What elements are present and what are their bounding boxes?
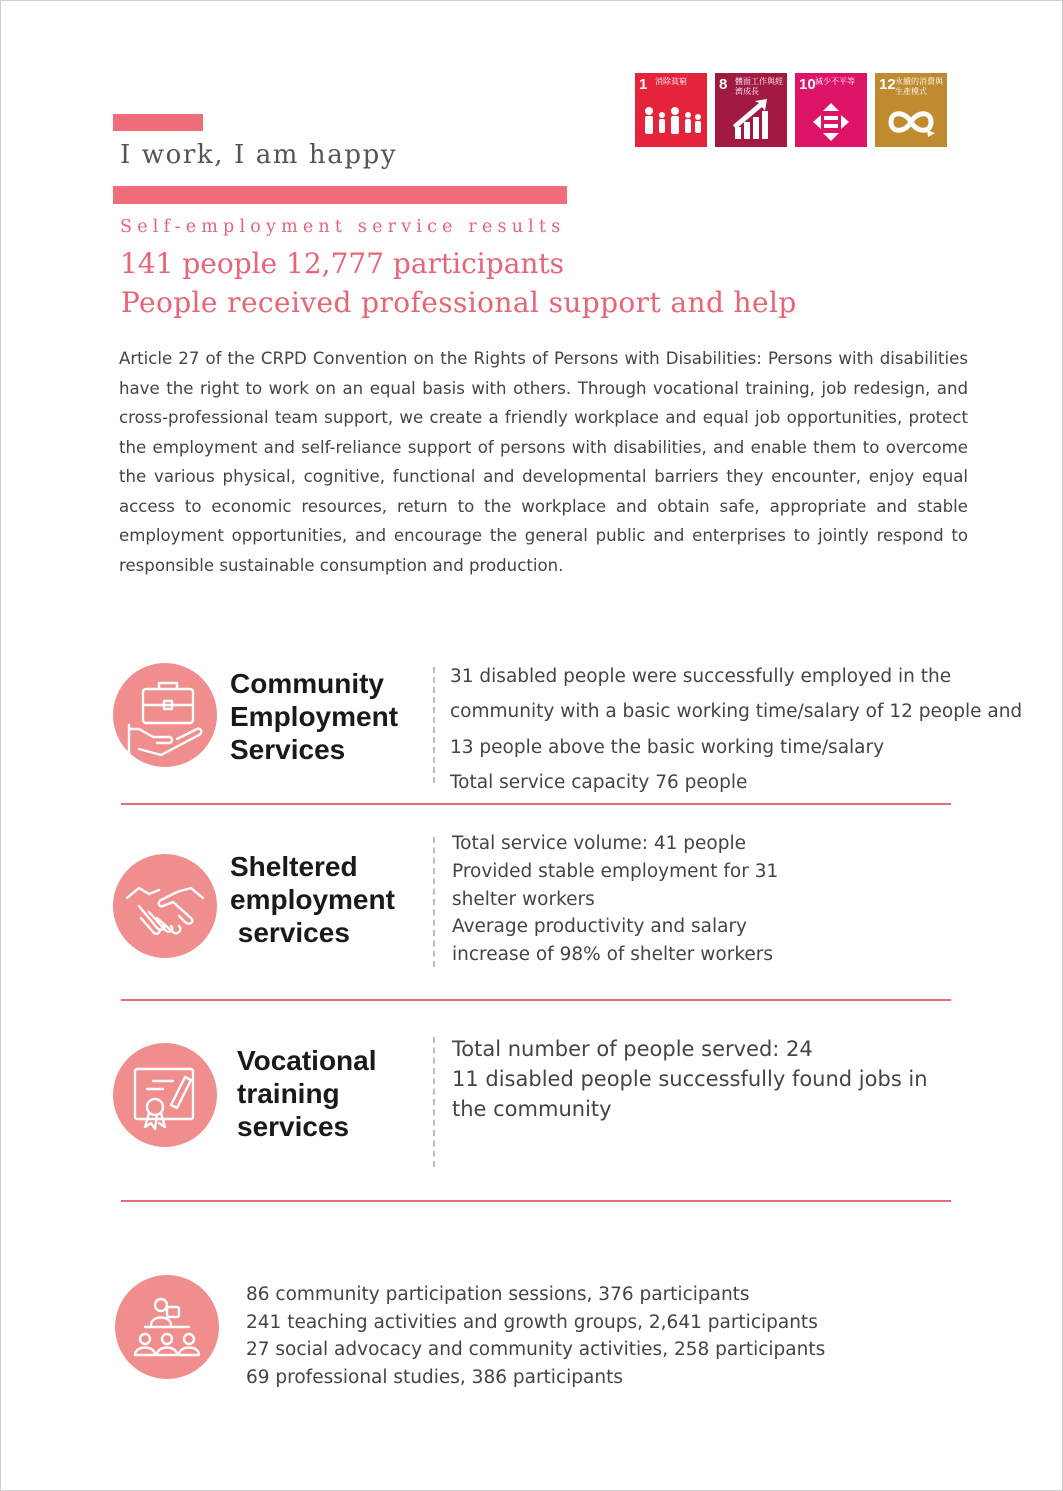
infinity-loop-icon xyxy=(875,97,947,147)
divider-dashed xyxy=(433,1037,435,1167)
sdg-badge-12 xyxy=(875,73,947,147)
service-details-community-employment xyxy=(450,659,1022,800)
participation-stats xyxy=(246,1281,825,1392)
title-underline-bar xyxy=(113,186,567,204)
detail-line: shelter workers xyxy=(452,888,595,910)
section-rule xyxy=(121,999,951,1001)
title-line: Services xyxy=(230,734,346,765)
certificate-icon xyxy=(113,1043,217,1147)
sdg-badge-1 xyxy=(635,73,707,147)
detail-line: 11 disabled people successfully found jobs in xyxy=(452,1067,928,1092)
sdg-number: 10 xyxy=(799,76,816,93)
detail-line: the community xyxy=(452,1097,612,1122)
detail-line: community with a basic working time/salary of 12 people and xyxy=(450,701,1023,723)
briefcase-hand-icon xyxy=(113,663,217,767)
detail-line: 13 people above the basic working time/salary xyxy=(450,736,885,758)
title-line: Sheltered xyxy=(230,851,358,882)
headline-participants: 141 people 12,777 participants xyxy=(120,247,565,280)
service-title-vocational-training xyxy=(237,1044,377,1143)
title-line: Vocational xyxy=(237,1045,377,1076)
headline-support: People received professional support and help xyxy=(121,286,797,319)
stat-line: 86 community participation sessions, 376 participants xyxy=(246,1284,750,1305)
handshake-icon xyxy=(113,854,217,958)
service-title-community-employment xyxy=(230,667,398,766)
sdg-badges xyxy=(635,73,947,147)
section-rule xyxy=(121,1200,951,1202)
stat-line: 241 teaching activities and growth groups, 2,641 participants xyxy=(246,1311,818,1333)
intro-paragraph: Article 27 of the CRPD Convention on the Rights of Persons with Disabilities: Persons with disabilities have the right to work on an equal basis with others. Through vocational training, job redesign, and cross-professional team support, we create a friendly workplace and equal job opportunities, protect the employment and self-reliance support of persons with disabilities, and enable them to overcome the various physical, cognitive, functional and developmental barriers they encounter, enjoy equal access to economic resources, return to the workplace and obtain safe, appropriate and stable employment opportunities, and encourage the general public and enterprises to jointly respond to responsible sustainable consumption and production. xyxy=(119,349,968,575)
service-details-vocational-training xyxy=(452,1034,928,1125)
growth-chart-icon xyxy=(715,97,787,147)
title-accent-bar xyxy=(113,114,203,131)
divider-dashed xyxy=(433,667,435,783)
detail-line: Provided stable employment for 31 xyxy=(452,860,779,882)
sdg-number: 12 xyxy=(879,76,896,93)
sdg-badge-10 xyxy=(795,73,867,147)
sdg-label: 體面工作與經濟成長 xyxy=(735,77,783,96)
stat-line: 27 social advocacy and community activities, 258 participants xyxy=(246,1339,826,1361)
sdg-label: 永續的消費與生產模式 xyxy=(895,77,943,96)
sdg-badge-8 xyxy=(715,73,787,147)
sdg-number: 8 xyxy=(719,76,728,93)
title-line: Employment xyxy=(230,701,399,732)
equality-arrows-icon xyxy=(795,97,867,147)
detail-line: Average productivity and salary xyxy=(452,916,748,938)
page-title: I work, I am happy xyxy=(120,140,398,170)
stat-line: 69 professional studies, 386 participants xyxy=(246,1367,623,1389)
service-details-sheltered-employment xyxy=(452,830,778,969)
detail-line: Total number of people served: 24 xyxy=(452,1037,813,1061)
divider-dashed xyxy=(433,837,435,967)
title-line: training xyxy=(237,1078,340,1109)
sdg-number: 1 xyxy=(639,76,648,93)
group-meeting-icon xyxy=(115,1275,219,1379)
title-line: services xyxy=(237,1111,350,1142)
title-line: services xyxy=(230,917,350,948)
detail-line: Total service volume: 41 people xyxy=(452,833,747,854)
sdg-label: 減少不平等 xyxy=(815,77,855,86)
detail-line: 31 disabled people were successfully employed in the xyxy=(450,666,952,687)
family-icon xyxy=(635,97,707,147)
service-title-sheltered-employment xyxy=(230,850,395,949)
title-line: employment xyxy=(230,884,395,915)
detail-line: increase of 98% of shelter workers xyxy=(452,944,774,966)
section-rule xyxy=(121,803,951,805)
detail-line: Total service capacity 76 people xyxy=(450,771,748,793)
title-line: Community xyxy=(230,668,384,699)
section-subheading: Self-employment service results xyxy=(120,217,566,237)
sdg-label: 消除貧窮 xyxy=(655,77,687,86)
